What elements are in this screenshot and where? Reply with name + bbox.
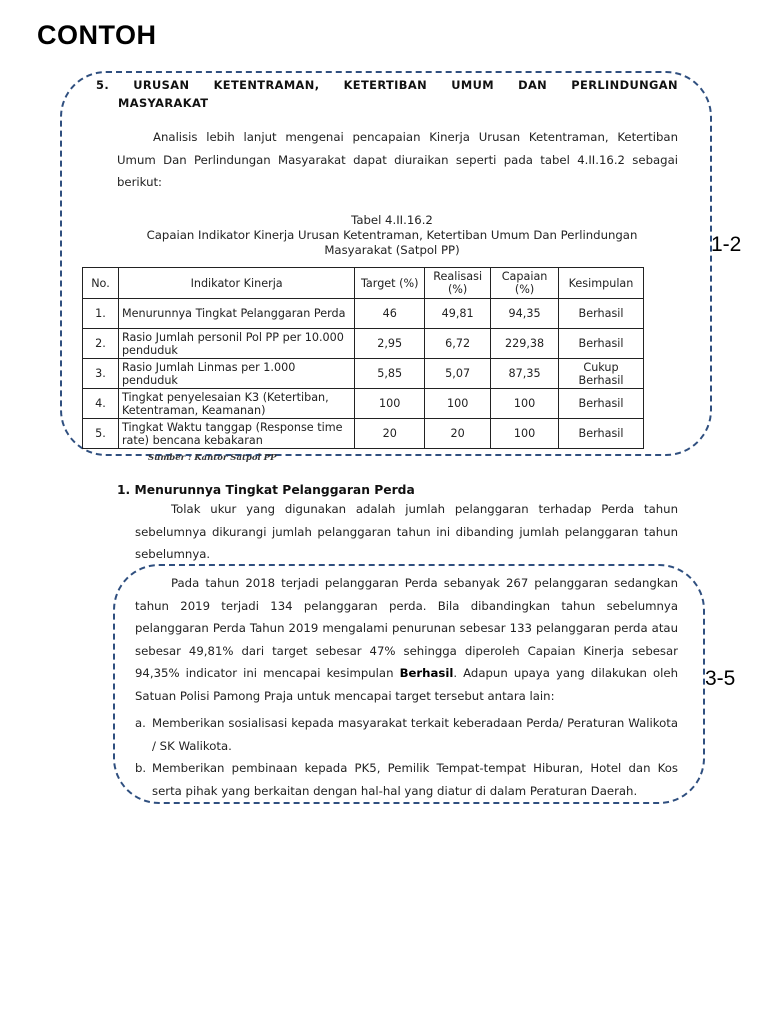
- table-caption-title-cont: Masyarakat (Satpol PP): [324, 243, 460, 257]
- cell-indikator: Menurunnya Tingkat Pelanggaran Perda: [118, 299, 354, 329]
- subsection-para1-text: Tolak ukur yang digunakan adalah jumlah pelanggaran terhadap Perda tahun sebelumnya dikurangi jumlah pelanggaran tahun ini dibanding jumlah pelanggaran tahun sebelumnya.: [135, 502, 678, 561]
- cell-target: 2,95: [355, 329, 425, 359]
- annotation-label-1-2: 1-2: [711, 233, 742, 256]
- header-realisasi: Realisasi (%): [425, 268, 491, 299]
- header-capaian: Capaian (%): [491, 268, 559, 299]
- section-heading: [96, 78, 678, 110]
- para2-bold-conclusion: Berhasil: [399, 666, 454, 680]
- cell-target: 46: [355, 299, 425, 329]
- list-item-text: Memberikan pembinaan kepada PK5, Pemilik Tempat-tempat Hiburan, Hotel dan Kos serta pihak yang berkaitan dengan hal-hal yang diatur di dalam Peraturan Daerah.: [152, 761, 678, 798]
- intro-text: Analisis lebih lanjut mengenai pencapaian Kinerja Urusan Ketentraman, Ketertiban Umum Dan Perlindungan Masyarakat dapat diuraikan seperti pada tabel 4.II.16.2 sebagai berikut:: [117, 130, 678, 189]
- section-heading-word: KETENTRAMAN,: [213, 78, 320, 92]
- para2-text-after: . Adapun upaya yang dilakukan oleh Satuan Polisi Pamong Praja untuk mencapai target tersebut antara lain:: [135, 666, 679, 703]
- table-header-row: [83, 268, 644, 299]
- list-marker: b.: [135, 761, 147, 775]
- list-item: [135, 712, 678, 757]
- header-indikator: Indikator Kinerja: [118, 268, 354, 299]
- cell-kesimpulan: Berhasil: [559, 419, 644, 449]
- cell-indikator: Tingkat penyelesaian K3 (Ketertiban, Ketentraman, Keamanan): [118, 389, 354, 419]
- cell-capaian: 100: [491, 419, 559, 449]
- cell-kesimpulan: Berhasil: [559, 299, 644, 329]
- table-row: [83, 389, 644, 419]
- cell-target: 5,85: [355, 359, 425, 389]
- cell-no: 4.: [83, 389, 119, 419]
- header-target: Target (%): [355, 268, 425, 299]
- section-number: 5.: [96, 78, 110, 92]
- list-item-text: Memberikan sosialisasi kepada masyarakat terkait keberadaan Perda/ Peraturan Walikota / SK Walikota.: [152, 716, 678, 753]
- table-row: [83, 329, 644, 359]
- cell-realisasi: 6,72: [425, 329, 491, 359]
- cell-kesimpulan: Berhasil: [559, 389, 644, 419]
- table-caption: [117, 213, 667, 258]
- section-heading-word: URUSAN: [133, 78, 190, 92]
- cell-realisasi: 20: [425, 419, 491, 449]
- cell-kesimpulan: Berhasil: [559, 329, 644, 359]
- cell-capaian: 94,35: [491, 299, 559, 329]
- page-title: CONTOH: [37, 20, 157, 50]
- section-heading-word: PERLINDUNGAN: [571, 78, 678, 92]
- table-caption-number: Tabel 4.II.16.2: [351, 213, 433, 227]
- table-caption-title: Capaian Indikator Kinerja Urusan Ketentraman, Ketertiban Umum Dan Perlindungan: [146, 228, 638, 242]
- header-no: No.: [83, 268, 119, 299]
- cell-indikator: Tingkat Waktu tanggap (Response time rate) bencana kebakaran: [118, 419, 354, 449]
- cell-capaian: 100: [491, 389, 559, 419]
- cell-no: 3.: [83, 359, 119, 389]
- intro-paragraph: [117, 126, 678, 194]
- section-heading-word: KETERTIBAN: [343, 78, 428, 92]
- cell-indikator: Rasio Jumlah personil Pol PP per 10.000 penduduk: [118, 329, 354, 359]
- para2-text-before: Pada tahun 2018 terjadi pelanggaran Perda sebanyak 267 pelanggaran sedangkan tahun 2019 terjadi 134 pelanggaran perda. Bila dibandingkan tahun sebelumnya pelanggaran Perda Tahun 2019 mengalami penurunan sebesar 133 pelanggaran perda atau sebesar 49,81% dari target sebesar 47% sehingga diperoleh Capaian Kinerja sebesar 94,35% indicator ini mencapai kesimpulan: [135, 576, 678, 680]
- cell-realisasi: 49,81: [425, 299, 491, 329]
- subsection-title: 1. Menurunnya Tingkat Pelanggaran Perda: [117, 483, 415, 497]
- cell-no: 2.: [83, 329, 119, 359]
- cell-target: 100: [355, 389, 425, 419]
- list-item: [135, 757, 678, 802]
- table-row: [83, 419, 644, 449]
- cell-no: 1.: [83, 299, 119, 329]
- effort-list: [135, 712, 678, 802]
- table-row: [83, 359, 644, 389]
- annotation-label-3-5: 3-5: [705, 667, 736, 690]
- section-heading-line2: MASYARAKAT: [118, 96, 209, 110]
- cell-indikator: Rasio Jumlah Linmas per 1.000 penduduk: [118, 359, 354, 389]
- section-heading-word: UMUM: [451, 78, 494, 92]
- subsection-paragraph-2: [135, 572, 678, 707]
- cell-realisasi: 100: [425, 389, 491, 419]
- cell-capaian: 229,38: [491, 329, 559, 359]
- section-heading-line1: [96, 78, 678, 92]
- section-heading-word: DAN: [518, 78, 548, 92]
- list-marker: a.: [135, 716, 146, 730]
- cell-kesimpulan: Cukup Berhasil: [559, 359, 644, 389]
- cell-capaian: 87,35: [491, 359, 559, 389]
- header-kesimpulan: Kesimpulan: [559, 268, 644, 299]
- cell-no: 5.: [83, 419, 119, 449]
- subsection-paragraph-1: [135, 498, 678, 566]
- cell-target: 20: [355, 419, 425, 449]
- cell-realisasi: 5,07: [425, 359, 491, 389]
- table-row: [83, 299, 644, 329]
- table-source: Sumber : Kantor Satpol PP: [148, 453, 277, 463]
- kinerja-table: [82, 267, 644, 449]
